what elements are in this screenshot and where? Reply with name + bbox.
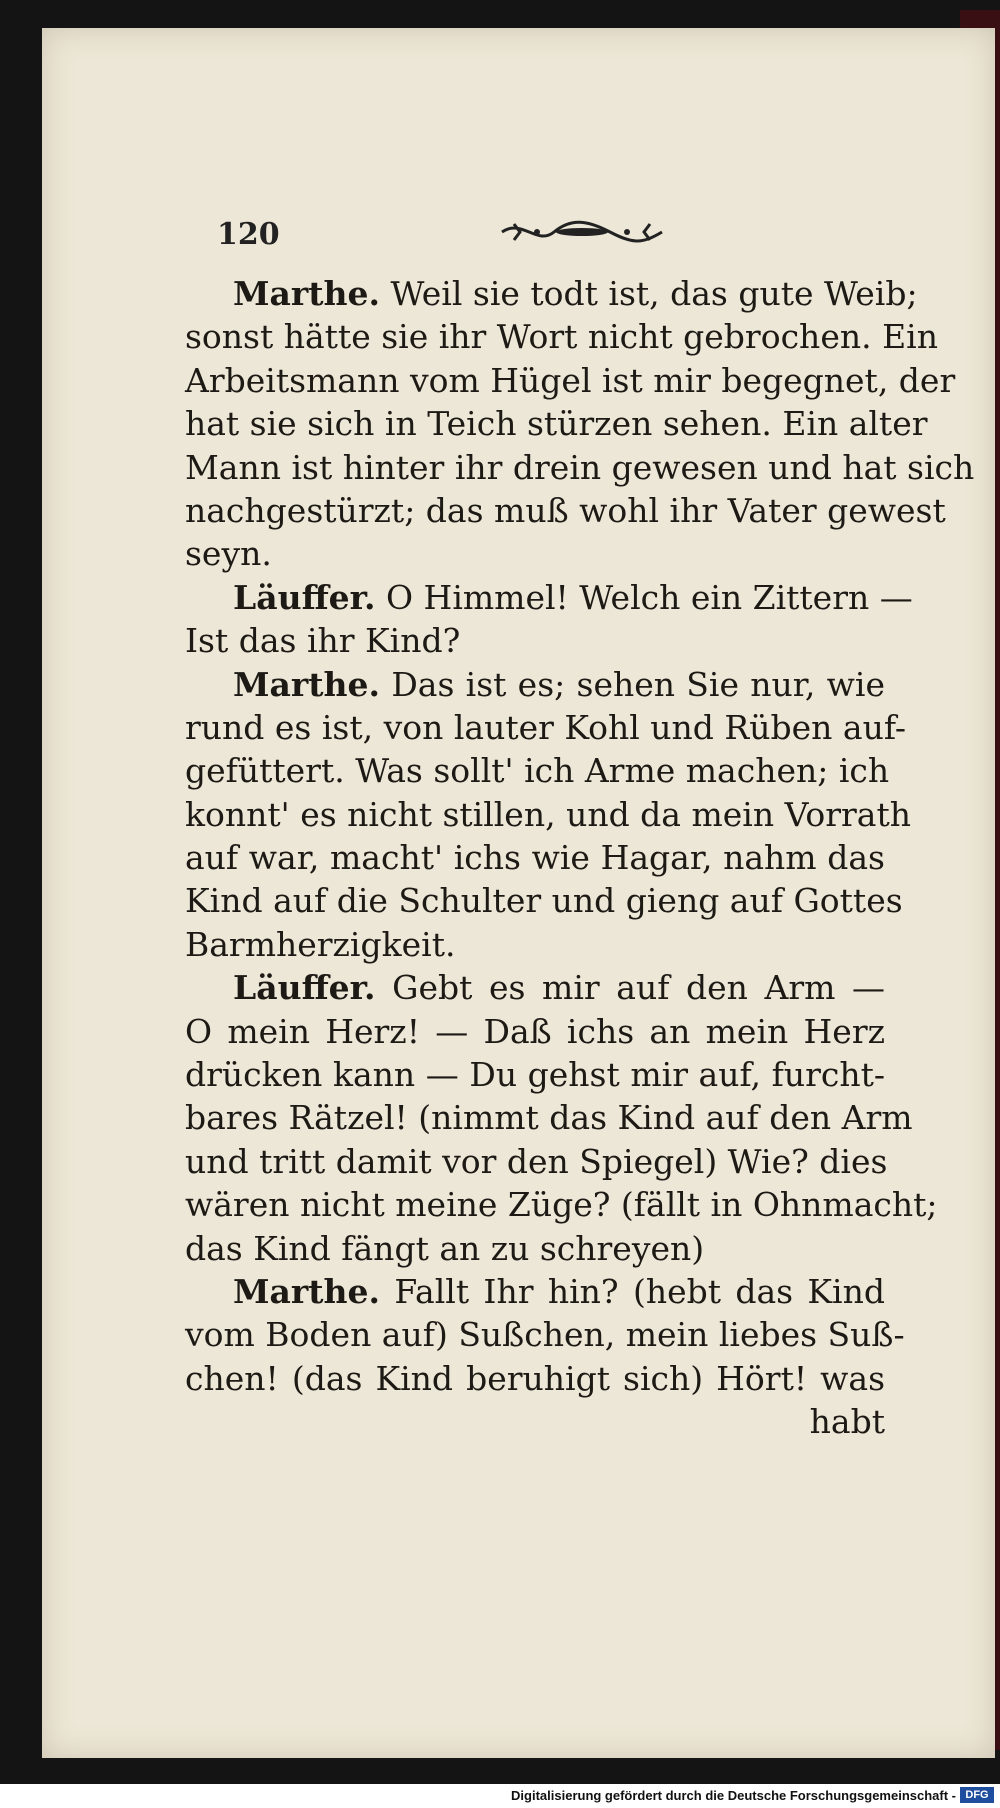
speaker-name: Läuffer. [233, 577, 376, 617]
line-text: Gebt es mir auf den Arm — [392, 968, 886, 1008]
line-text: gefüttert. Was sollt' ich Arme machen; ich [185, 751, 890, 791]
text-line [185, 923, 885, 966]
text-line [185, 836, 885, 879]
line-text: vom Boden auf) Sußchen, mein liebes Suß- [185, 1315, 905, 1355]
text-line [185, 1227, 885, 1270]
line-text: drücken kann — Du gehst mir auf, furcht- [185, 1055, 885, 1095]
text-line [185, 879, 903, 922]
text-line [185, 1096, 913, 1139]
text-line [185, 749, 890, 792]
text-line [185, 446, 975, 489]
line-text: Ist das ihr Kind? [185, 621, 461, 661]
dfg-logo-icon: DFG [960, 1787, 994, 1803]
line-text: konnt' es nicht stillen, und da mein Vorrath [185, 794, 911, 834]
text-line [185, 663, 885, 706]
line-text: Weil sie todt ist, das gute Weib; [390, 274, 918, 313]
page-number: 120 [217, 217, 280, 252]
line-text: das Kind fängt an zu schreyen) [185, 1228, 705, 1268]
text-line [185, 619, 885, 662]
line-text: bares Rätzel! (nimmt das Kind auf den Arm [185, 1098, 913, 1138]
page-text [185, 272, 975, 1444]
line-text: Fallt Ihr hin? (hebt das Kind [394, 1271, 885, 1311]
text-line [185, 1183, 938, 1226]
line-text: Das ist es; sehen Sie nur, wie [391, 664, 885, 704]
text-line [185, 315, 938, 358]
line-text: Barmherzigkeit. [185, 924, 456, 964]
text-line [185, 489, 946, 532]
line-text: O Himmel! Welch ein Zittern — [386, 577, 913, 617]
text-line [185, 1010, 885, 1053]
speaker-name: Läuffer. [233, 968, 376, 1008]
text-line [185, 706, 907, 749]
text-line [185, 272, 918, 315]
text-line [185, 576, 913, 619]
text-line [185, 402, 928, 445]
text-line [185, 359, 956, 402]
text-line [185, 1357, 885, 1400]
line-text: O mein Herz! — Daß ichs an mein Herz [185, 1011, 885, 1051]
speaker-name: Marthe. [233, 1271, 381, 1311]
line-text: wären nicht meine Züge? (fällt in Ohnmacht; [185, 1185, 938, 1225]
text-line [185, 532, 885, 575]
line-text: auf war, macht' ichs wie Hagar, nahm das [185, 838, 885, 878]
footer-bar [0, 1784, 1000, 1808]
line-text: und tritt damit vor den Spiegel) Wie? dies [185, 1141, 888, 1181]
text-line [185, 1270, 885, 1313]
speaker-name: Marthe. [233, 664, 381, 704]
line-text: Arbeitsmann vom Hügel ist mir begegnet, der [185, 360, 956, 400]
line-text: chen! (das Kind beruhigt sich) Hört! was [185, 1358, 885, 1398]
text-line [185, 793, 911, 836]
funding-notice: Digitalisierung gefördert durch die Deutsche Forschungsgemeinschaft - [511, 1788, 956, 1803]
line-text: seyn. [185, 534, 272, 574]
catchword: habt [809, 1402, 885, 1442]
text-line [185, 966, 885, 1009]
speaker-name: Marthe. [233, 274, 381, 313]
line-text: hat sie sich in Teich stürzen sehen. Ein alter [185, 404, 928, 444]
text-line [185, 1140, 888, 1183]
line-text: Kind auf die Schulter und gieng auf Gottes [185, 881, 903, 921]
line-text: sonst hätte sie ihr Wort nicht gebrochen. Ein [185, 317, 938, 357]
line-text: rund es ist, von lauter Kohl und Rüben auf- [185, 707, 907, 747]
line-text: Mann ist hinter ihr drein gewesen und hat sich [185, 447, 975, 487]
line-text: nachgestürzt; das muß wohl ihr Vater gewest [185, 490, 946, 530]
text-line [185, 1313, 905, 1356]
text-line [185, 1053, 885, 1096]
decorative-vine-ornament-icon [492, 212, 672, 252]
